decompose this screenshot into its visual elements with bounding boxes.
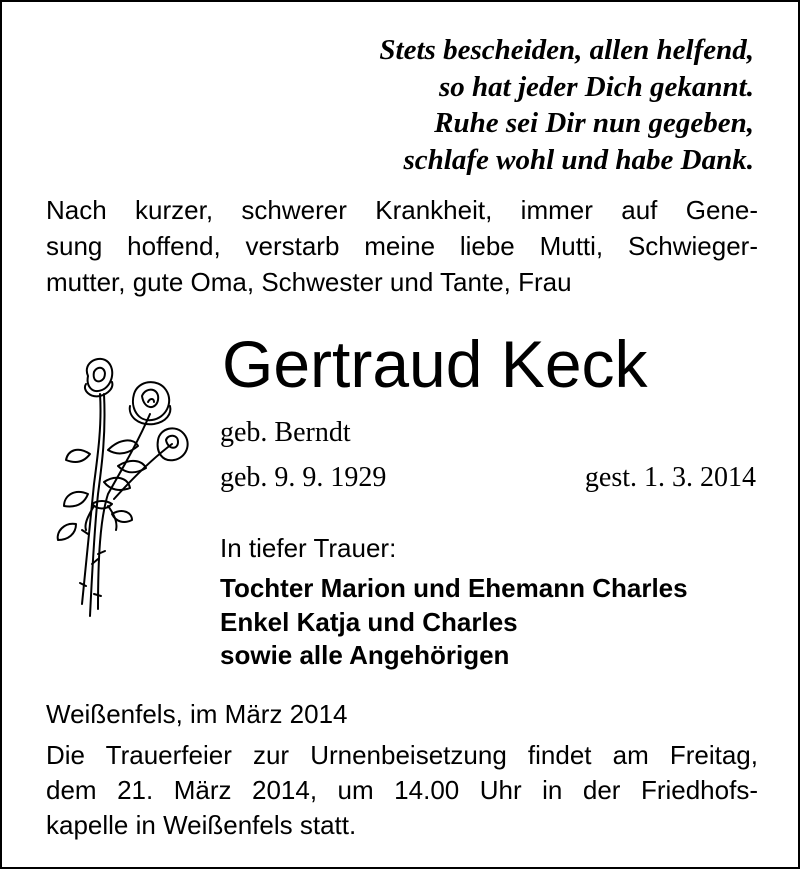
ceremony-line: Die Trauerfeier zur Urnenbeisetzung findet am Freitag, — [46, 740, 758, 770]
ceremony-info — [46, 738, 758, 843]
poem-line: Stets bescheiden, allen helfend, — [379, 34, 754, 66]
memorial-poem — [379, 32, 754, 178]
death-date: gest. 1. 3. 2014 — [584, 462, 756, 493]
place-date: Weißenfels, im März 2014 — [46, 699, 348, 729]
ceremony-line: kapelle in Weißenfels statt. — [46, 810, 357, 840]
mourner-line: Enkel Katja und Charles — [220, 606, 518, 637]
intro-line: Nach kurzer, schwerer Krankheit, immer auf Gene- — [46, 195, 758, 225]
ceremony-line: dem 21. März 2014, um 14.00 Uhr in der Friedhofs- — [46, 775, 758, 805]
life-dates — [220, 460, 756, 496]
mourner-line: sowie alle Angehörigen — [220, 640, 510, 670]
poem-line: Ruhe sei Dir nun gegeben, — [434, 107, 754, 139]
poem-line: schlafe wohl und habe Dank. — [403, 143, 754, 176]
poem-line: so hat jeder Dich gekannt. — [439, 70, 754, 103]
birth-date: geb. 9. 9. 1929 — [220, 462, 387, 493]
intro-line: sung hoffend, verstarb meine liebe Mutti, Schwieger- — [46, 231, 758, 261]
mourner-line: Tochter Marion und Ehemann Charles — [220, 573, 688, 603]
mourners-list — [220, 572, 688, 673]
birth-name: geb. Berndt — [220, 417, 351, 448]
deceased-name: Gertraud Keck — [222, 327, 648, 401]
intro-text — [46, 192, 758, 300]
mourning-label: In tiefer Trauer: — [220, 533, 397, 563]
roses-icon — [42, 354, 202, 624]
intro-line: mutter, gute Oma, Schwester und Tante, Frau — [46, 267, 572, 297]
